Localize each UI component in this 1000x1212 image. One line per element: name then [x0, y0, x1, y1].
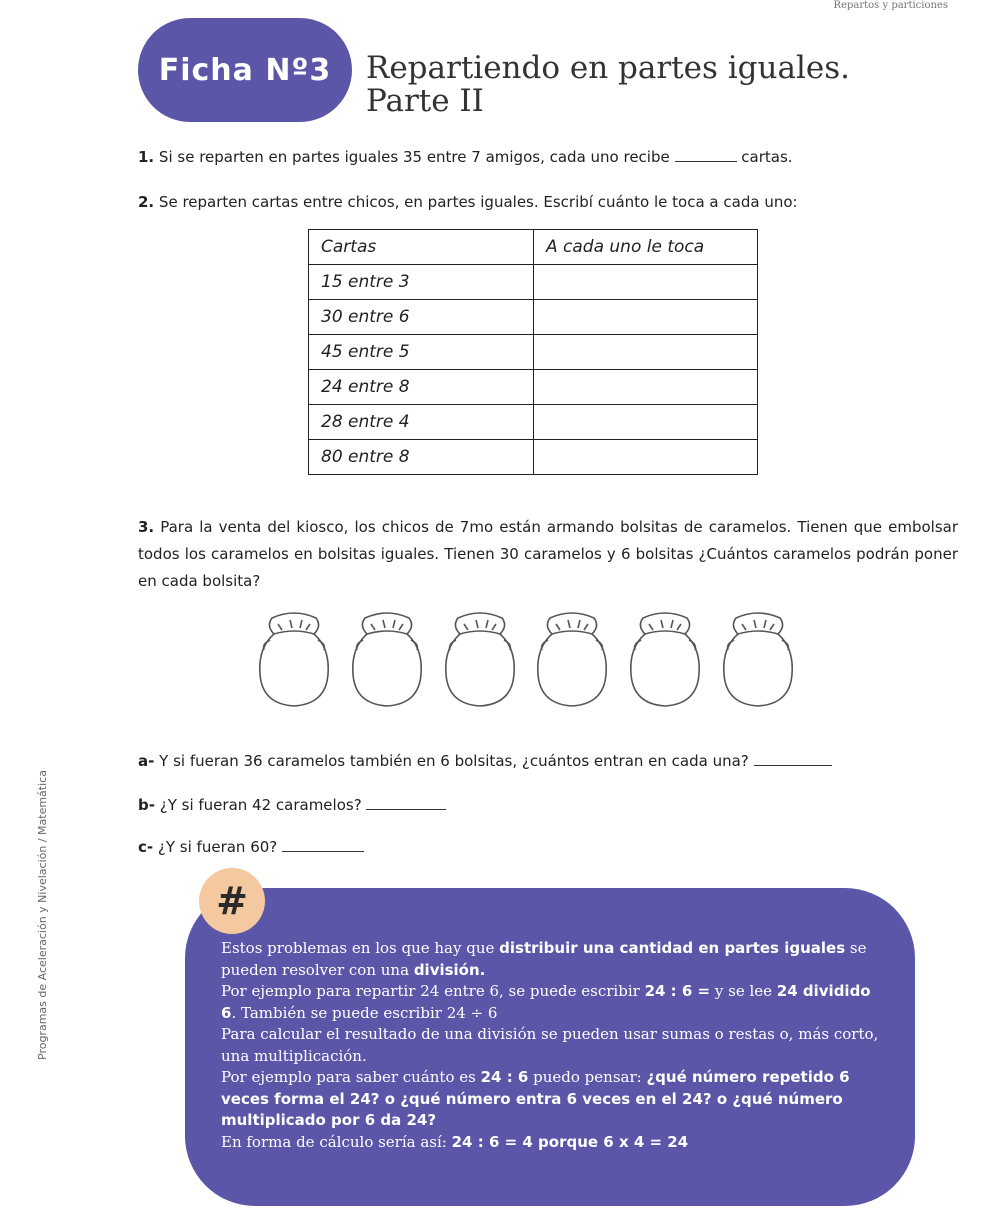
info-bold-span: 24 : 6 — [480, 1068, 529, 1086]
answer-blank-3c[interactable] — [282, 850, 364, 852]
question-1-after: cartas. — [741, 148, 793, 166]
page-title — [366, 52, 850, 118]
table-header-row — [309, 230, 758, 265]
info-bold-span: 24 : 6 = — [644, 982, 711, 1000]
table-row — [309, 300, 758, 335]
question-3 — [138, 514, 958, 595]
info-bold-span: 24 : 6 = 4 porque 6 x 4 = 24 — [451, 1132, 689, 1151]
answer-cell[interactable] — [534, 265, 758, 300]
question-1-number: 1. — [138, 148, 155, 166]
answer-cell[interactable] — [534, 440, 758, 475]
table-row — [309, 405, 758, 440]
info-bold-span: división. — [413, 960, 486, 979]
answer-blank-3b[interactable] — [366, 808, 446, 810]
info-text-span: Estos problemas en los que hay que — [221, 939, 500, 957]
question-1-text: Si se reparten en partes iguales 35 entre 7 amigos, cada uno recibe — [158, 148, 670, 166]
candy-bag-icon — [530, 604, 614, 714]
info-paragraph-4 — [221, 1067, 883, 1132]
table-row — [309, 265, 758, 300]
title-line-2: Parte II — [366, 83, 484, 119]
candy-bag-icon — [623, 604, 707, 714]
row-label: 24 entre 8 — [309, 370, 534, 405]
row-label: 80 entre 8 — [309, 440, 534, 475]
answer-cell[interactable] — [534, 370, 758, 405]
answer-cell[interactable] — [534, 335, 758, 370]
table-row — [309, 335, 758, 370]
info-paragraph-2 — [221, 981, 883, 1024]
candy-bag-icon — [345, 604, 429, 714]
question-1 — [138, 148, 793, 166]
candy-bag-icon — [438, 604, 522, 714]
table-row — [309, 440, 758, 475]
question-2 — [138, 193, 798, 211]
candy-bag-icon — [252, 604, 336, 714]
question-3-number: 3. — [138, 518, 155, 536]
info-text-span: y se lee — [710, 982, 777, 1000]
info-text-span: . También se puede escribir 24 ÷ 6 — [231, 1003, 498, 1022]
header-cartas: Cartas — [309, 230, 534, 265]
hash-badge: # — [199, 868, 265, 934]
question-3a — [138, 752, 832, 770]
row-label: 15 entre 3 — [309, 265, 534, 300]
table-row — [309, 370, 758, 405]
info-text-span: se pueden resolver con una — [221, 939, 867, 979]
info-paragraph-1 — [221, 938, 883, 981]
info-paragraph-3: Para calcular el resultado de una división se pueden usar sumas o restas o, más corto, una multiplicación. — [221, 1025, 879, 1065]
question-2-number: 2. — [138, 193, 155, 211]
info-text-span: Por ejemplo para saber cuánto es — [221, 1068, 481, 1086]
question-3-text: Para la venta del kiosco, los chicos de 7mo están armando bolsitas de caramelos. Tienen que embolsar todos los caramelos en bolsitas iguales. Tienen 30 caramelos y 6 bolsitas ¿Cuántos caramelos podrán poner en cada bolsita? — [138, 518, 958, 590]
section-header: Repartos y particiones — [833, 0, 948, 11]
question-3a-text: Y si fueran 36 caramelos también en 6 bolsitas, ¿cuántos entran en cada una? — [159, 752, 749, 770]
answer-blank-1[interactable] — [675, 160, 737, 162]
info-text-span: En forma de cálculo sería así: — [221, 1132, 452, 1151]
question-2-text: Se reparten cartas entre chicos, en partes iguales. Escribí cuánto le toca a cada uno: — [158, 193, 798, 211]
answer-blank-3a[interactable] — [754, 764, 832, 766]
title-line-1: Repartiendo en partes iguales. — [366, 50, 850, 86]
candy-bag-icon — [716, 604, 800, 714]
row-label: 28 entre 4 — [309, 405, 534, 440]
info-bold-span: distribuir una cantidad en partes iguales — [499, 939, 846, 957]
info-bold-span: ¿qué número repetido 6 veces forma el 24? o ¿qué número entra 6 veces en el 24? o ¿qué número multiplicado por 6 da 24? — [221, 1068, 850, 1129]
question-3b-text: ¿Y si fueran 42 caramelos? — [159, 796, 362, 814]
question-3c-label: c- — [138, 838, 154, 856]
info-text-span: Por ejemplo para repartir 24 entre 6, se puede escribir — [221, 982, 645, 1000]
question-3c-text: ¿Y si fueran 60? — [157, 838, 278, 856]
side-caption: Programas de Aceleración y Nivelación / Matemática — [36, 770, 49, 1060]
header-a-cada-uno: A cada uno le toca — [534, 230, 758, 265]
division-table — [308, 229, 758, 475]
info-bold-span: 24 dividido 6 — [221, 982, 871, 1022]
row-label: 45 entre 5 — [309, 335, 534, 370]
info-paragraph-5 — [221, 1132, 883, 1154]
info-text — [221, 938, 883, 1153]
question-3b-label: b- — [138, 796, 155, 814]
worksheet-badge: Ficha Nº3 — [138, 18, 352, 122]
row-label: 30 entre 6 — [309, 300, 534, 335]
info-text-span: puedo pensar: — [528, 1068, 647, 1086]
answer-cell[interactable] — [534, 405, 758, 440]
question-3c — [138, 838, 364, 856]
question-3a-label: a- — [138, 752, 155, 770]
candy-bags-illustration — [252, 604, 800, 714]
answer-cell[interactable] — [534, 300, 758, 335]
question-3b — [138, 796, 446, 814]
